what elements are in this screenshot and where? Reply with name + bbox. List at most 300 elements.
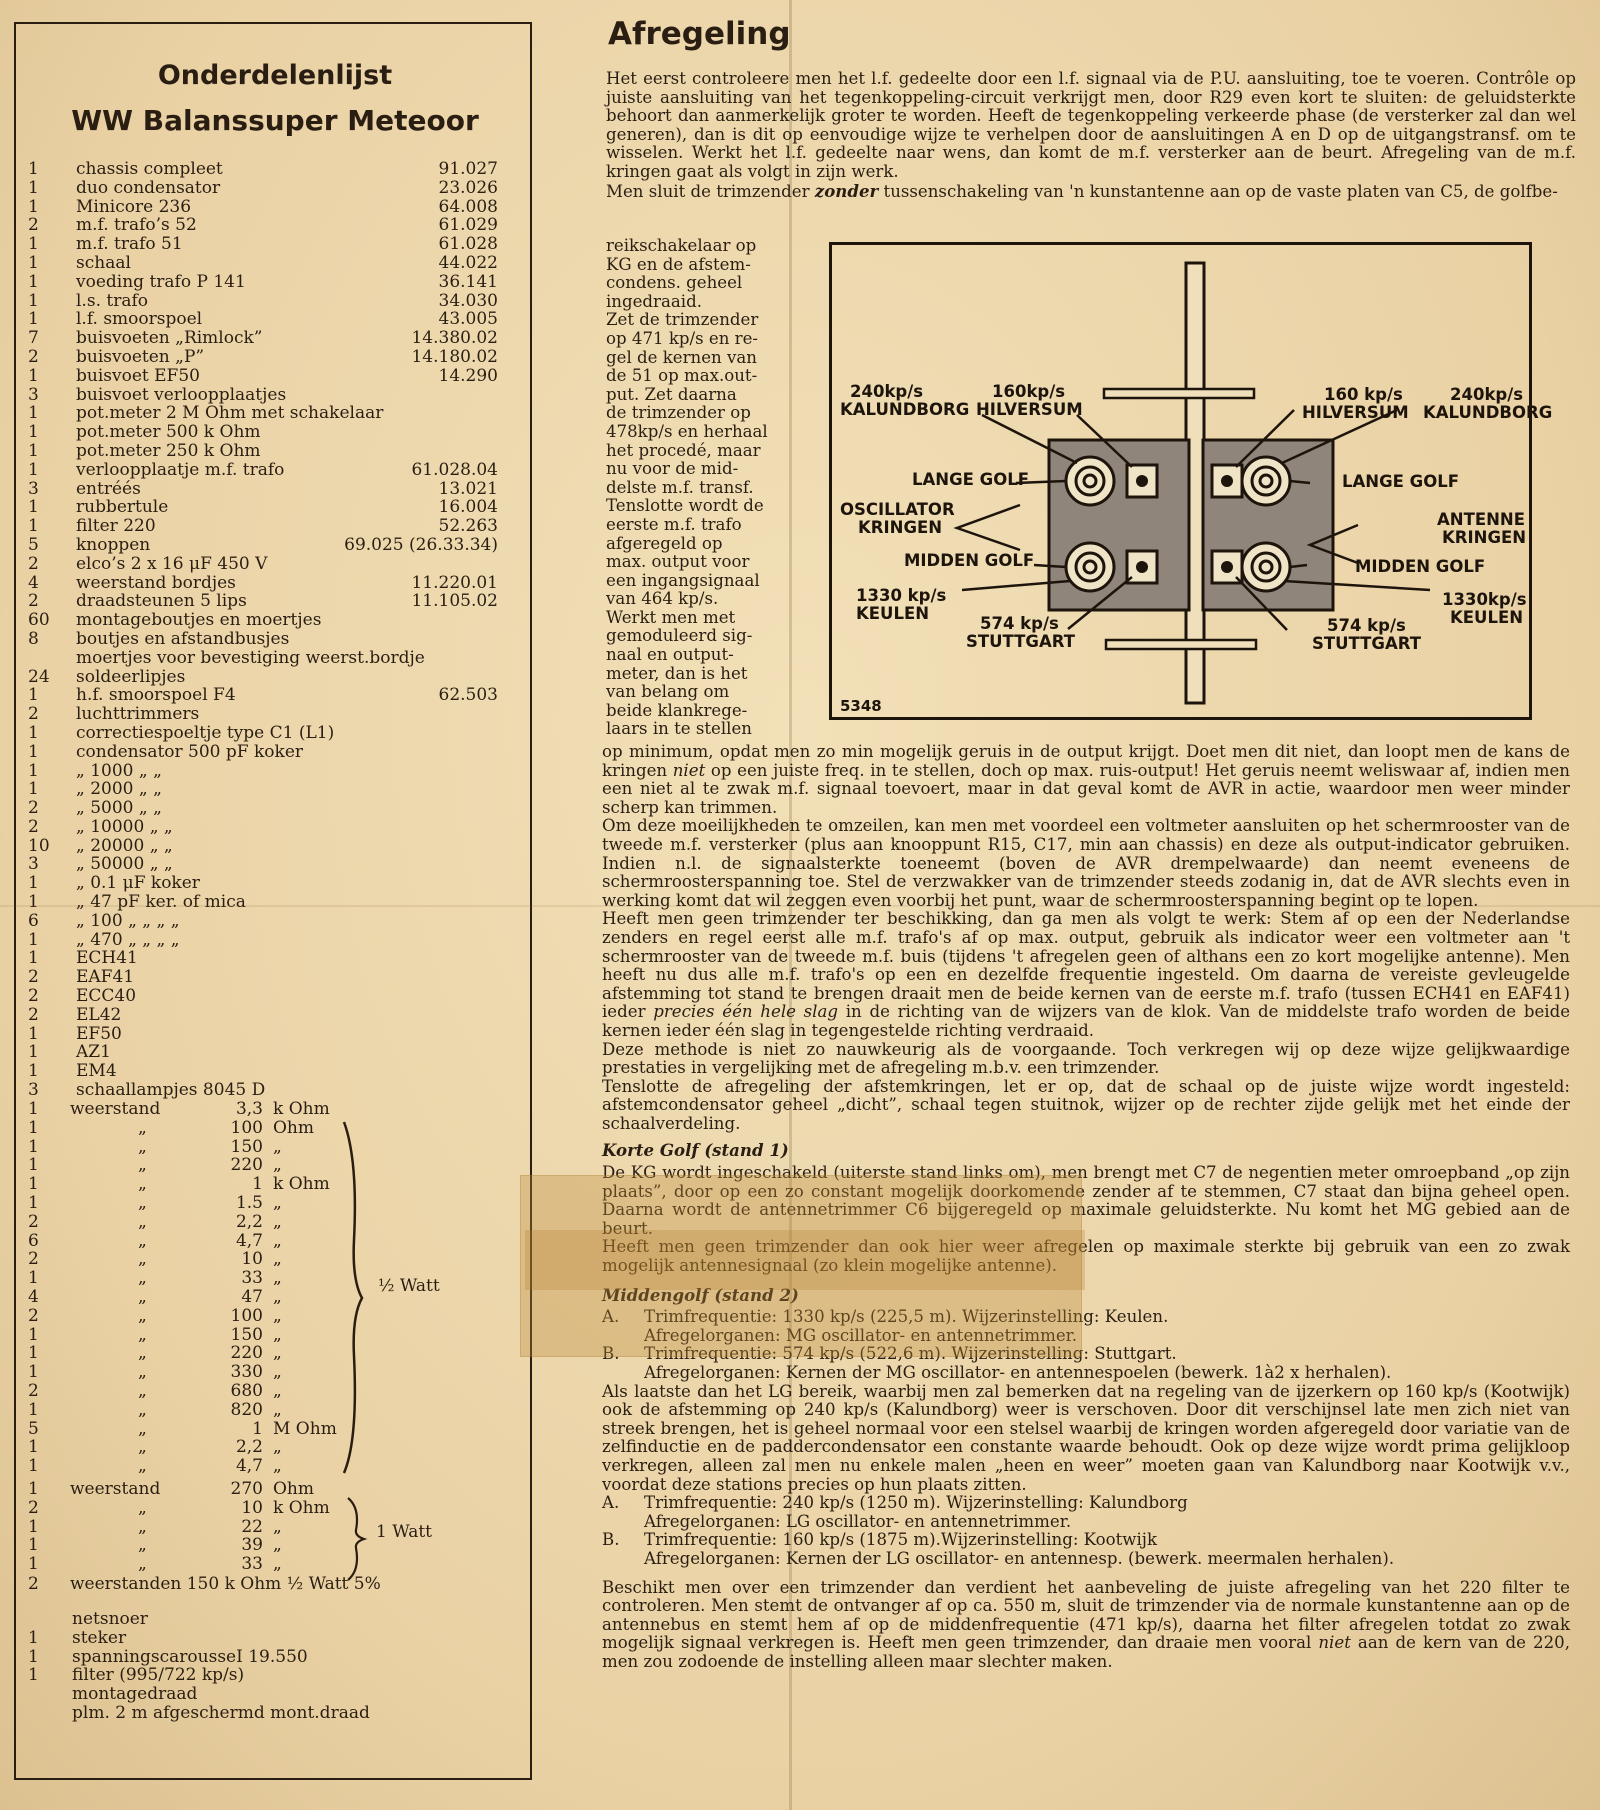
part-description: EL42 [76,1004,122,1025]
parts-row [28,160,498,179]
parts-row [28,874,498,893]
resistor-unit: k Ohm [273,1099,330,1119]
resistor-unit: „ [273,1535,282,1556]
narrow-line: beide klankrege- [606,700,748,720]
part-qty: 1 [28,177,39,198]
parts-row [28,968,498,987]
part-qty: 1 [28,1061,39,1082]
part-qty: 1 [28,892,39,913]
parts-list-title: Onderdelenlijst [157,60,393,91]
resistor-value: 680 [230,1380,263,1401]
part-description: moertjes voor bevestiging weerst.bordje [76,647,425,668]
resistor-row [28,1438,498,1457]
part-description: pot.meter 500 k Ohm [76,422,261,443]
part-qty: 1 [28,1023,39,1044]
tail-description: montagedraad [72,1684,198,1705]
part-description: „ 1000 „ „ [76,760,162,781]
resistor-unit: „ [273,1305,282,1326]
part-description: pot.meter 2 M Ohm met schakelaar [76,403,384,424]
part-qty: 1 [28,760,39,781]
adhesive-tape-overlap [525,1230,1085,1290]
part-code: 61.029 [438,215,498,236]
narrow-line: van belang om [606,682,730,702]
resistor-qty: 2 [28,1305,39,1326]
part-qty: 4 [28,572,39,593]
parts-row [28,1081,498,1100]
parts-list-subtitle: WW Balanssuper Meteoor [71,104,479,137]
parts-row [28,668,498,687]
parts-row [28,1043,498,1062]
narrow-line: eerste m.f. trafo [606,514,742,534]
resistor-name: „ [138,1554,147,1575]
resistor-row [28,1382,498,1401]
resistor-name: „ [138,1497,147,1518]
paragraph-minimum [602,743,1570,817]
part-description: correctiespoeltje type C1 (L1) [76,722,335,743]
adjustment-line-2: Afregelorganen: MG oscillator- en antennetrimmer. [644,1325,1078,1345]
afregeling-title: Afregeling [608,16,791,52]
parts-row [28,329,498,348]
resistor-value: 100 [230,1305,263,1326]
part-description: verloopplaatje m.f. trafo [76,459,285,480]
part-qty: 1 [28,290,39,311]
narrow-line: put. Zet daarna [606,384,737,404]
resistor-qty: 1 [28,1343,39,1364]
final-b: niet [1318,1633,1351,1653]
resistor-unit: „ [273,1516,282,1537]
narrow-line: de trimzender op [606,403,751,423]
resistor-value: 10 [241,1249,263,1270]
p3-c: in de richting van de wijzers van de klok. Van de middelste trafo worden de beide kernen ieder één slag in tegengestelde richting verdraaid. [602,1002,1571,1040]
adjustment-letter: B. [602,1344,620,1364]
narrow-line: het procedé, maar [606,440,761,460]
resistor-unit: „ [273,1136,282,1157]
resistor-value: 4,7 [235,1456,263,1477]
label-574-left: 574 kp/s [980,614,1059,633]
adjustment-letter: A. [602,1493,620,1513]
part-qty: 1 [28,948,39,969]
narrow-line: laars in te stellen [606,719,752,739]
resistor-unit: k Ohm [273,1497,330,1518]
part-qty: 2 [28,704,39,725]
resistor-qty: 1 [28,1117,39,1138]
parts-row [28,686,498,705]
resistor-name: „ [138,1437,147,1458]
adjustment-line-1: Trimfrequentie: 1330 kp/s (225,5 m). Wijzerinstelling: Keulen. [644,1307,1169,1327]
resistor-unit: „ [273,1268,282,1289]
label-1330-right: 1330kp/s [1442,590,1527,609]
part-code: 14.290 [438,365,498,386]
parts-row [28,517,498,536]
narrow-line: Werkt men met [606,607,736,627]
part-qty: 1 [28,422,39,443]
part-description: elco’s 2 x 16 μF 450 V [76,553,268,574]
part-code: 69.025 (26.33.34) [344,534,498,555]
label-160-right: 160 kp/s [1324,385,1403,404]
resistor-value: 1 [252,1174,263,1195]
label-antenne: ANTENNE [1437,510,1525,529]
label-hilversum-left: HILVERSUM [976,400,1083,419]
part-description: montageboutjes en moertjes [76,610,322,631]
diagram-svg [832,245,1553,723]
p1-b: niet [672,760,706,780]
paragraph-tenslotte: Tenslotte de afregeling der afstemkringen, let er op, dat de schaal op de juiste wijze wordt ingesteld: afstemcondensator geheel „dicht”, schaal tegen stuitnok, wijzer op de rechter zijde gelijk met het einde der schaalverdeling. [602,1076,1570,1133]
narrow-line: delste m.f. transf. [606,477,754,497]
part-description: voeding trafo P 141 [76,271,246,292]
resistor-value: 39 [241,1535,263,1556]
resistor-name: „ [138,1268,147,1289]
resistor-row [28,1156,498,1175]
resistor-qty: 1 [28,1535,39,1556]
tail-row [28,1629,498,1648]
narrow-line: reikschakelaar op [606,236,757,255]
resistor-name: „ [138,1324,147,1345]
p3-a: Heeft men geen trimzender ter beschikking, dan ga men als volgt te werk: Stem af op een der Nederlandse zenders en regel eerst alle m.f. trafo's af op max. output, gebruik als indicator weer een voltmeter aan 't schermrooster van de tweede m.f. buis (tijdens 't afregelen geen of althans een zo kort mogelijke antenne). Men heeft nu dus alle m.f. trafo's op een en dezelfde frequentie ingesteld. Om daarna de vereiste gevleugelde afstemming tot stand te brengen draait men de beide kernen van de eerste m.f. trafo (tussen ECH41 en EAF41) ieder [602,909,1570,1022]
part-qty: 3 [28,384,39,405]
resistor-qty: 1 [28,1324,39,1345]
parts-row [28,893,498,912]
parts-row [28,555,498,574]
narrow-line: afgeregeld op [606,533,723,553]
parts-row [28,273,498,292]
label-1330-left: 1330 kp/s [856,586,947,605]
tail-qty: 1 [28,1627,39,1648]
narrow-line: gemoduleerd sig- [606,626,753,646]
part-description: buisvoeten „Rimlock” [76,328,263,349]
part-qty: 60 [28,610,50,631]
resistor-name: „ [138,1535,147,1556]
resistor-name: „ [138,1174,147,1195]
part-qty: 1 [28,873,39,894]
resistor-row [28,1326,498,1345]
resistor-final-text: weerstanden 150 k Ohm ½ Watt 5% [70,1574,381,1594]
parts-row [28,198,498,217]
part-description: pot.meter 250 k Ohm [76,440,261,461]
adjustment-line-1: Trimfrequentie: 240 kp/s (1250 m). Wijzerinstelling: Kalundborg [644,1493,1188,1513]
part-description: filter 220 [76,516,156,537]
part-description: m.f. trafo’s 52 [76,215,197,236]
resistor-name: „ [138,1305,147,1326]
adjustment-item [602,1531,1570,1568]
part-description: soldeerlipjes [76,666,186,687]
adjustment-line-2: Afregelorganen: Kernen der LG oscillator- en antennesp. (bewerk. meermalen herhalen). [644,1548,1395,1568]
resistor-value: 3,3 [235,1099,263,1119]
resistor-value: 4,7 [235,1230,263,1251]
resistor-qty: 1 [28,1554,39,1575]
resistor-unit: „ [273,1249,282,1270]
narrow-line: op 471 kp/s en re- [606,328,759,348]
narrow-line: naal en output- [606,645,734,665]
part-description: entréés [76,478,141,499]
resistor-name: „ [138,1343,147,1364]
resistor-name: „ [138,1399,147,1420]
label-keulen-right: KEULEN [1450,608,1524,627]
resistor-row [28,1175,498,1194]
resistor-unit: M Ohm [273,1418,337,1439]
resistor-unit: „ [273,1554,282,1575]
part-description: ECH41 [76,948,138,969]
resistor-name: „ [138,1380,147,1401]
label-lange-golf-right: LANGE GOLF [1342,472,1460,491]
part-qty: 1 [28,779,39,800]
p1-c: op een juiste freq. in te stellen, doch op max. ruis-output! Het geruis neemt weliswaar af, indien men een niet al te zwak m.f. signaal toevoert, maar in dat geval komt de AVR in actie, waardoor men weer minder scherp kan trimmen. [602,760,1570,817]
resistor-value: 220 [230,1343,263,1364]
tail-row [28,1704,498,1723]
resistor-row [28,1457,498,1476]
parts-row [28,592,498,611]
parts-row [28,367,498,386]
part-description: duo condensator [76,177,221,198]
resistor-row [28,1480,498,1499]
part-qty: 1 [28,271,39,292]
parts-row [28,235,498,254]
resistor-name: „ [138,1230,147,1251]
resistor-qty: 1 [28,1479,39,1499]
label-240-left: 240kp/s [850,382,924,401]
part-code: 13.021 [438,478,498,499]
part-qty: 2 [28,215,39,236]
langegolf-list [602,1494,1570,1568]
part-qty: 1 [28,252,39,273]
part-description: knoppen [76,534,151,555]
resistor-qty: 2 [28,1497,39,1518]
parts-row [28,705,498,724]
parts-row [28,724,498,743]
parts-list [28,160,498,1100]
part-description: l.s. trafo [76,290,148,311]
resistor-unit: „ [273,1192,282,1213]
resistor-unit: „ [273,1155,282,1176]
resistor-unit: „ [273,1399,282,1420]
label-hilversum-right: HILVERSUM [1302,403,1409,422]
part-description: „ 20000 „ „ [76,835,173,856]
parts-row [28,480,498,499]
label-oscillator-kringen: KRINGEN [858,518,943,537]
resistor-qty: 1 [28,1362,39,1383]
part-description: buisvoet verloopplaatjes [76,384,287,405]
resistor-row [28,1420,498,1439]
narrow-line: een ingangsignaal [606,570,760,590]
resistor-row [28,1555,498,1574]
part-description: „ 5000 „ „ [76,798,162,819]
resistor-row [28,1499,498,1518]
narrow-line: nu voor de mid- [606,459,739,479]
narrow-line: meter, dan is het [606,663,748,683]
parts-row [28,1006,498,1025]
part-qty: 2 [28,798,39,819]
resistor-qty: 2 [28,1211,39,1232]
final-a: Beschikt men over een trimzender dan verdient het aanbeveling de juiste afregeling van het 220 filter te controleren. Men stemt de ontvanger af op ca. 550 m, sluit de trimzender via de normale kunstantenne aan op de antennebus en stemt hem af op de middenfrequentie (471 kp/s), daarna het filter afregelen totdat zo zwak mogelijk signaal verkregen is. Heeft men geen trimzender, dan draaie men vooral [602,1577,1570,1653]
resistor-value: 10 [241,1497,263,1518]
part-qty: 2 [28,967,39,988]
resistor-row [28,1307,498,1326]
adjustment-line-2: Afregelorganen: LG oscillator- en antennetrimmer. [644,1511,1072,1531]
part-qty: 10 [28,835,50,856]
part-code: 23.026 [438,177,498,198]
trim-intro-paragraph [606,182,1576,202]
part-description: chassis compleet [76,159,223,179]
part-description: „ 50000 „ „ [76,854,173,875]
part-code: 11.220.01 [411,572,498,593]
resistor-row [28,1213,498,1232]
tail-description: steker [72,1627,127,1648]
resistor-final-row [28,1575,498,1594]
resistor-row [28,1363,498,1382]
korte-golf-text-2: Heeft men geen trimzender dan ook hier weer afregelen op maximale sterkte bij gebruik van een zo zwak mogelijk antennesignaal (zo klein mogelijke antenne). [602,1237,1570,1276]
part-qty: 1 [28,497,39,518]
part-description: „ 470 „ „ „ „ [76,929,180,950]
part-qty: 2 [28,986,39,1007]
final-paragraph [602,1579,1570,1672]
resistor-unit: „ [273,1211,282,1232]
parts-row [28,912,498,931]
part-code: 34.030 [438,290,498,311]
label-574-right: 574 kp/s [1327,616,1406,635]
narrow-line: Zet de trimzender [606,310,759,330]
resistor-name: weerstand [70,1479,161,1499]
resistor-qty: 1 [28,1155,39,1176]
resistor-qty: 2 [28,1249,39,1270]
part-description: buisvoeten „P” [76,346,205,367]
resistor-qty: 1 [28,1174,39,1195]
tail-description: netsnoer [72,1609,148,1629]
adjustment-line-1: Trimfrequentie: 574 kp/s (522,6 m). Wijzerinstelling: Stuttgart. [644,1344,1177,1364]
resistor-value: 2,2 [235,1211,263,1232]
narrow-line: de 51 op max.out- [606,366,758,386]
part-qty: 1 [28,1042,39,1063]
resistor-qty: 4 [28,1286,39,1307]
resistor-value: 820 [230,1399,263,1420]
paragraph-methode: Deze methode is niet zo nauwkeurig als de voorgaande. Toch verkregen wij op deze wijze gelijkwaardige prestaties in vergelijking met de afregeling m.b.v. een trimzender. [602,1039,1570,1078]
part-qty: 1 [28,365,39,386]
label-antenne-kringen: KRINGEN [1442,528,1527,547]
part-description: m.f. trafo 51 [76,234,183,255]
tail-row [28,1685,498,1704]
resistor-qty: 1 [28,1268,39,1289]
part-qty: 1 [28,685,39,706]
resistor-name: „ [138,1192,147,1213]
resistor-qty: 1 [28,1437,39,1458]
resistor-value: 330 [230,1362,263,1383]
parts-row [28,743,498,762]
part-description: luchttrimmers [76,704,200,725]
resistor-value: 100 [230,1117,263,1138]
part-qty: 1 [28,234,39,255]
part-qty: 1 [28,196,39,217]
part-description: draadsteunen 5 lips [76,591,247,612]
part-description: boutjes en afstandbusjes [76,628,290,649]
part-qty: 3 [28,1080,39,1101]
resistor-final-qty: 2 [28,1574,39,1594]
intro-text [606,70,1576,201]
parts-row [28,386,498,405]
narrow-line: max. output voor [606,552,750,572]
p3-b: precies één hele slag [653,1002,839,1022]
diagram-number: 5348 [840,697,882,715]
part-description: „ 100 „ „ „ „ [76,910,180,931]
resistor-unit: „ [273,1362,282,1383]
resistor-qty: 1 [28,1516,39,1537]
part-code: 14.380.02 [411,328,498,349]
part-description: h.f. smoorspoel F4 [76,685,236,706]
parts-tail-list [28,1610,498,1723]
half-watt-label: ½ Watt [378,1276,440,1296]
p1-a: op minimum, opdat men zo min mogelijk geruis in de output krijgt. Doet men dit niet, dan loopt men de kans de kringen [602,742,1570,780]
part-qty: 2 [28,1004,39,1025]
paragraph-voltmeter: Om deze moeilijkheden te omzeilen, kan men met voordeel een voltmeter aansluiten op het schermrooster van de tweede m.f. versterker (plus aan knooppunt R15, C17, min aan chassis) en deze als output-indicator gebruiken. Indien n.l. de signaalsterkte toeneemt (boven de AVR drempelwaarde) dan neemt eveneens de schermroosterspanning toe. Stel de verzwakker van de trimzender steeds zodanig in, dat de AVR slechts even in werking komt dat wil zeggen even voorbij het punt, waar de schermroosterspanning begint op te lopen. [602,816,1570,910]
part-code: 64.008 [438,196,498,217]
resistor-value: 33 [241,1268,263,1289]
parts-row [28,762,498,781]
resistor-qty: 1 [28,1192,39,1213]
parts-row [28,611,498,630]
parts-row [28,310,498,329]
part-qty: 6 [28,910,39,931]
part-code: 11.105.02 [411,591,498,612]
label-160-left: 160kp/s [992,382,1066,401]
part-qty: 1 [28,403,39,424]
resistor-qty: 1 [28,1399,39,1420]
narrow-line: Tenslotte wordt de [606,496,764,516]
part-code: 52.263 [438,516,498,537]
resistor-name: „ [138,1211,147,1232]
parts-row [28,442,498,461]
resistor-value: 150 [230,1324,263,1345]
resistor-value: 150 [230,1136,263,1157]
part-code: 61.028 [438,234,498,255]
resistor-row [28,1401,498,1420]
resistor-unit: Ohm [273,1479,315,1499]
label-kalundborg-right: KALUNDBORG [1423,403,1553,422]
resistor-unit: „ [273,1343,282,1364]
resistor-qty: 1 [28,1136,39,1157]
intro-paragraph: Het eerst controleere men het l.f. gedeelte door een l.f. signaal via de P.U. aansluiting, toe te voeren. Contrôle op juiste aansluiting van het tegenkoppeling-circuit verkrijgt men, door R29 even kort te sluiten: de geluidsterkte behoort dan aanmerkelijk groter te worden. Heeft de tegenkoppeling verkeerde phase (de versterker zal dan wel generen), dan is dit op eenvoudige wijze te verhelpen door de aansluitingen A en D op de uitgangstransf. om te wisselen. Werkt het l.f. gedeelte naar wens, dan komt de m.f. versterker aan de beurt. Afregeling van de m.f. kringen gaat als volgt in zijn werk. [606,69,1576,181]
resistor-name: „ [138,1286,147,1307]
label-240-right: 240kp/s [1450,385,1524,404]
narrow-line: van 464 kp/s. [606,589,719,609]
middengolf-heading: Middengolf (stand 2) [602,1284,799,1305]
half-watt-brace [336,1120,366,1478]
resistor-row [28,1250,498,1269]
part-qty: 1 [28,516,39,537]
parts-row [28,1062,498,1081]
resistor-value: 1.5 [235,1192,263,1213]
resistor-unit: „ [273,1456,282,1477]
parts-row [28,630,498,649]
narrow-column-text [606,237,792,739]
resistor-name: „ [138,1362,147,1383]
resistor-value: 270 [230,1479,263,1499]
parts-row [28,780,498,799]
parts-row [28,461,498,480]
part-description: EM4 [76,1061,117,1082]
parts-row [28,931,498,950]
parts-row [28,799,498,818]
trimmer-layout-diagram [829,242,1553,720]
trim-intro-b: zonder [814,180,879,201]
parts-row [28,987,498,1006]
adjustment-item [602,1494,1570,1531]
tail-qty: 1 [28,1646,39,1667]
part-description: condensator 500 pF koker [76,741,304,762]
resistor-unit: k Ohm [273,1174,330,1195]
part-description: EAF41 [76,967,135,988]
part-code: 14.180.02 [411,346,498,367]
parts-row [28,649,498,668]
resistor-row [28,1194,498,1213]
adjustment-line-1: Trimfrequentie: 160 kp/s (1875 m).Wijzerinstelling: Kootwijk [644,1530,1157,1550]
part-qty: 3 [28,854,39,875]
